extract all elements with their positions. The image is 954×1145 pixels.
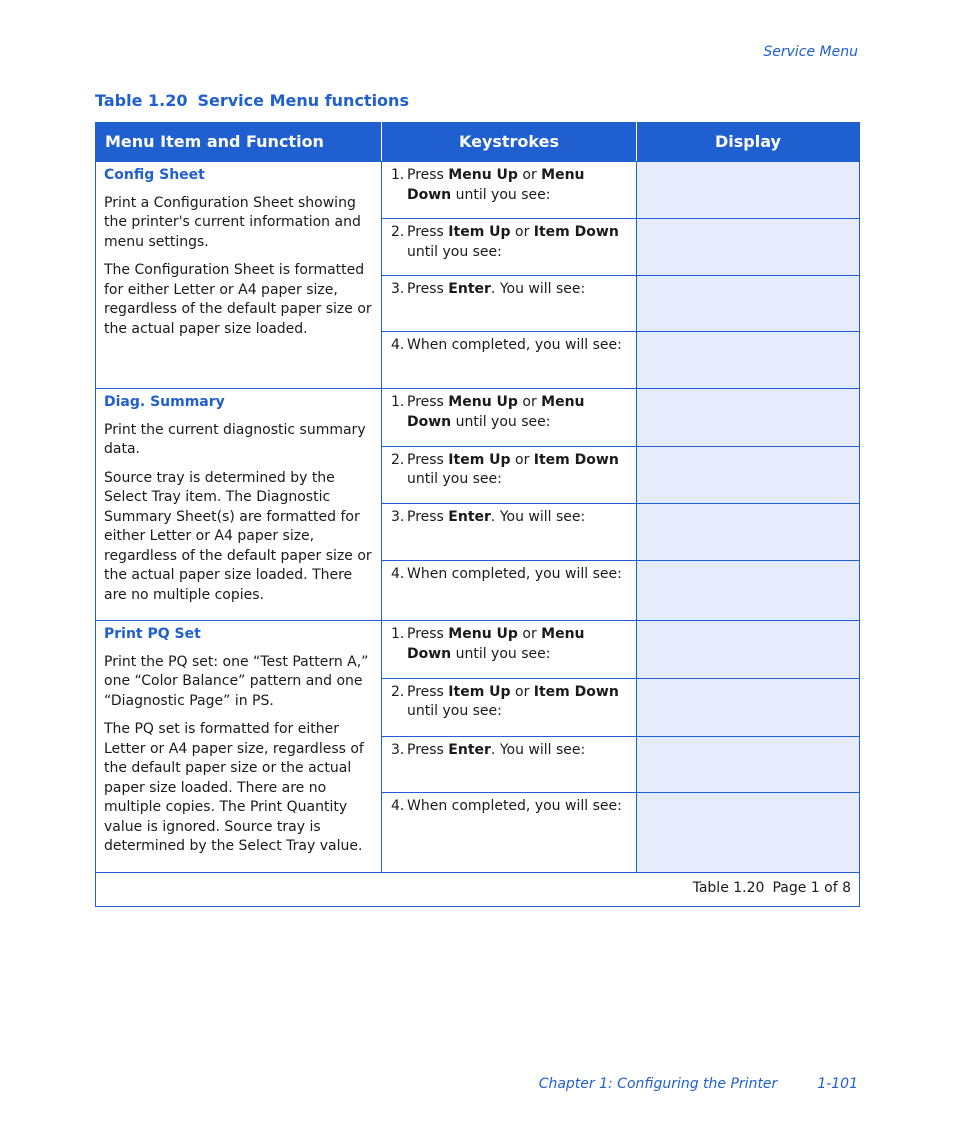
step-text: Press (407, 394, 449, 410)
step-text: . You will see: (490, 741, 586, 758)
menu-item-title: Print PQ Set (104, 626, 201, 642)
key-name: Item Up (448, 451, 511, 468)
keystroke-step (382, 219, 637, 276)
table-caption-label: Table 1.20 (95, 91, 188, 110)
table-footer-ref: Table 1.20 (692, 880, 765, 897)
chapter-title: Chapter 1: Configuring the Printer (538, 1076, 778, 1092)
step-number: 1. (391, 167, 405, 183)
display-cell (637, 276, 860, 332)
step-number: 2. (391, 683, 405, 700)
keystroke-step (382, 332, 637, 389)
step-text: or (517, 394, 542, 410)
step-text: until you see: (407, 471, 502, 488)
step-text: . You will see: (490, 509, 586, 526)
step-text: Press (407, 683, 449, 700)
menu-item-title: Config Sheet (104, 167, 205, 183)
menu-item-description: The Configuration Sheet is formatted for either Letter or A4 paper size, regardless of the default paper size or the actual paper size loaded. (104, 262, 372, 337)
key-name: Menu Down (407, 626, 585, 662)
menu-item-cell (96, 162, 382, 389)
menu-item-title: Diag. Summary (104, 394, 225, 410)
table-caption (95, 91, 409, 110)
menu-item-description: Print a Configuration Sheet showing the printer's current information and menu settings. (104, 194, 361, 250)
page-footer (539, 1076, 858, 1092)
step-text: or (517, 167, 542, 183)
keystroke-step (382, 561, 637, 621)
step-text: until you see: (407, 243, 502, 260)
page-number: 1-101 (817, 1076, 858, 1092)
step-number: 1. (391, 394, 405, 410)
column-header-menu-item: Menu Item and Function (96, 123, 382, 162)
step-text: or (517, 626, 542, 642)
step-text: When completed, you will see: (407, 566, 622, 583)
step-text: When completed, you will see: (407, 798, 622, 815)
keystroke-step (382, 504, 637, 561)
step-text: Press (407, 451, 449, 468)
keystroke-step (382, 621, 637, 679)
keystroke-step (382, 162, 637, 219)
step-text: Press (407, 224, 449, 240)
keystroke-step (382, 678, 637, 736)
step-number: 4. (391, 566, 405, 583)
step-text: or (510, 683, 534, 700)
step-text: Press (407, 509, 449, 526)
key-name: Enter (448, 281, 491, 297)
display-cell (637, 332, 860, 389)
key-name: Item Up (448, 224, 511, 240)
menu-item-description: The PQ set is formatted for either Letter or A4 paper size, regardless of the default paper size or the actual paper size loaded. There are no multiple copies. The Print Quantity value is ignored. Source tray is determined by the Select Tray value. (104, 721, 364, 854)
step-text: or (510, 224, 534, 240)
display-cell (637, 793, 860, 872)
step-text: When completed, you will see: (407, 337, 622, 353)
table-footer (96, 872, 860, 906)
key-name: Item Down (533, 224, 619, 240)
key-name: Menu Up (448, 167, 518, 183)
display-cell (637, 561, 860, 621)
keystroke-step (382, 389, 637, 447)
step-number: 3. (391, 509, 405, 526)
step-number: 3. (391, 281, 405, 297)
running-header: Service Menu (763, 44, 858, 60)
display-cell (637, 678, 860, 736)
step-text: until you see: (407, 703, 502, 720)
display-cell (637, 162, 860, 219)
table-caption-title: Service Menu functions (197, 91, 409, 110)
menu-item-description: Source tray is determined by the Select Tray item. The Diagnostic Summary Sheet(s) are formatted for either Letter or A4 paper size, regardless of the default paper size or the actual paper size loaded. There are no multiple copies. (104, 469, 372, 603)
table-row (96, 162, 860, 219)
step-text: Press (407, 167, 449, 183)
column-header-keystrokes: Keystrokes (382, 123, 637, 162)
step-number: 2. (391, 224, 405, 240)
menu-item-description: Print the PQ set: one “Test Pattern A,” one “Color Balance” pattern and one “Diagnostic Page” in PS. (104, 653, 369, 709)
step-text: Press (407, 626, 449, 642)
key-name: Menu Down (407, 167, 585, 203)
step-text: until you see: (451, 413, 551, 430)
step-number: 4. (391, 798, 405, 815)
key-name: Item Down (533, 683, 619, 700)
display-cell (637, 504, 860, 561)
keystroke-step (382, 276, 637, 332)
keystroke-step (382, 736, 637, 793)
key-name: Menu Up (448, 394, 518, 410)
key-name: Enter (448, 741, 491, 758)
key-name: Item Down (533, 451, 619, 468)
table-footer-row (96, 872, 860, 906)
display-cell (637, 446, 860, 504)
table-row (96, 389, 860, 447)
key-name: Enter (448, 509, 491, 526)
step-text: Press (407, 281, 449, 297)
menu-item-cell (96, 389, 382, 621)
key-name: Menu Up (448, 626, 518, 642)
step-text: until you see: (451, 186, 551, 203)
step-number: 4. (391, 337, 405, 353)
table-footer-page: Page 1 of 8 (772, 880, 851, 897)
column-header-display: Display (637, 123, 860, 162)
display-cell (637, 219, 860, 276)
display-cell (637, 621, 860, 679)
display-cell (637, 389, 860, 447)
step-number: 2. (391, 451, 405, 468)
menu-item-description: Print the current diagnostic summary data. (104, 421, 366, 457)
key-name: Menu Down (407, 394, 585, 430)
menu-item-cell (96, 621, 382, 873)
step-text: Press (407, 741, 449, 758)
table-header-row (96, 123, 860, 162)
table-row (96, 621, 860, 679)
step-text: or (510, 451, 534, 468)
keystroke-step (382, 446, 637, 504)
step-text: . You will see: (490, 281, 586, 297)
step-text: until you see: (451, 645, 551, 662)
step-number: 3. (391, 741, 405, 758)
key-name: Item Up (448, 683, 511, 700)
service-menu-table (95, 122, 860, 907)
keystroke-step (382, 793, 637, 872)
step-number: 1. (391, 626, 405, 642)
display-cell (637, 736, 860, 793)
